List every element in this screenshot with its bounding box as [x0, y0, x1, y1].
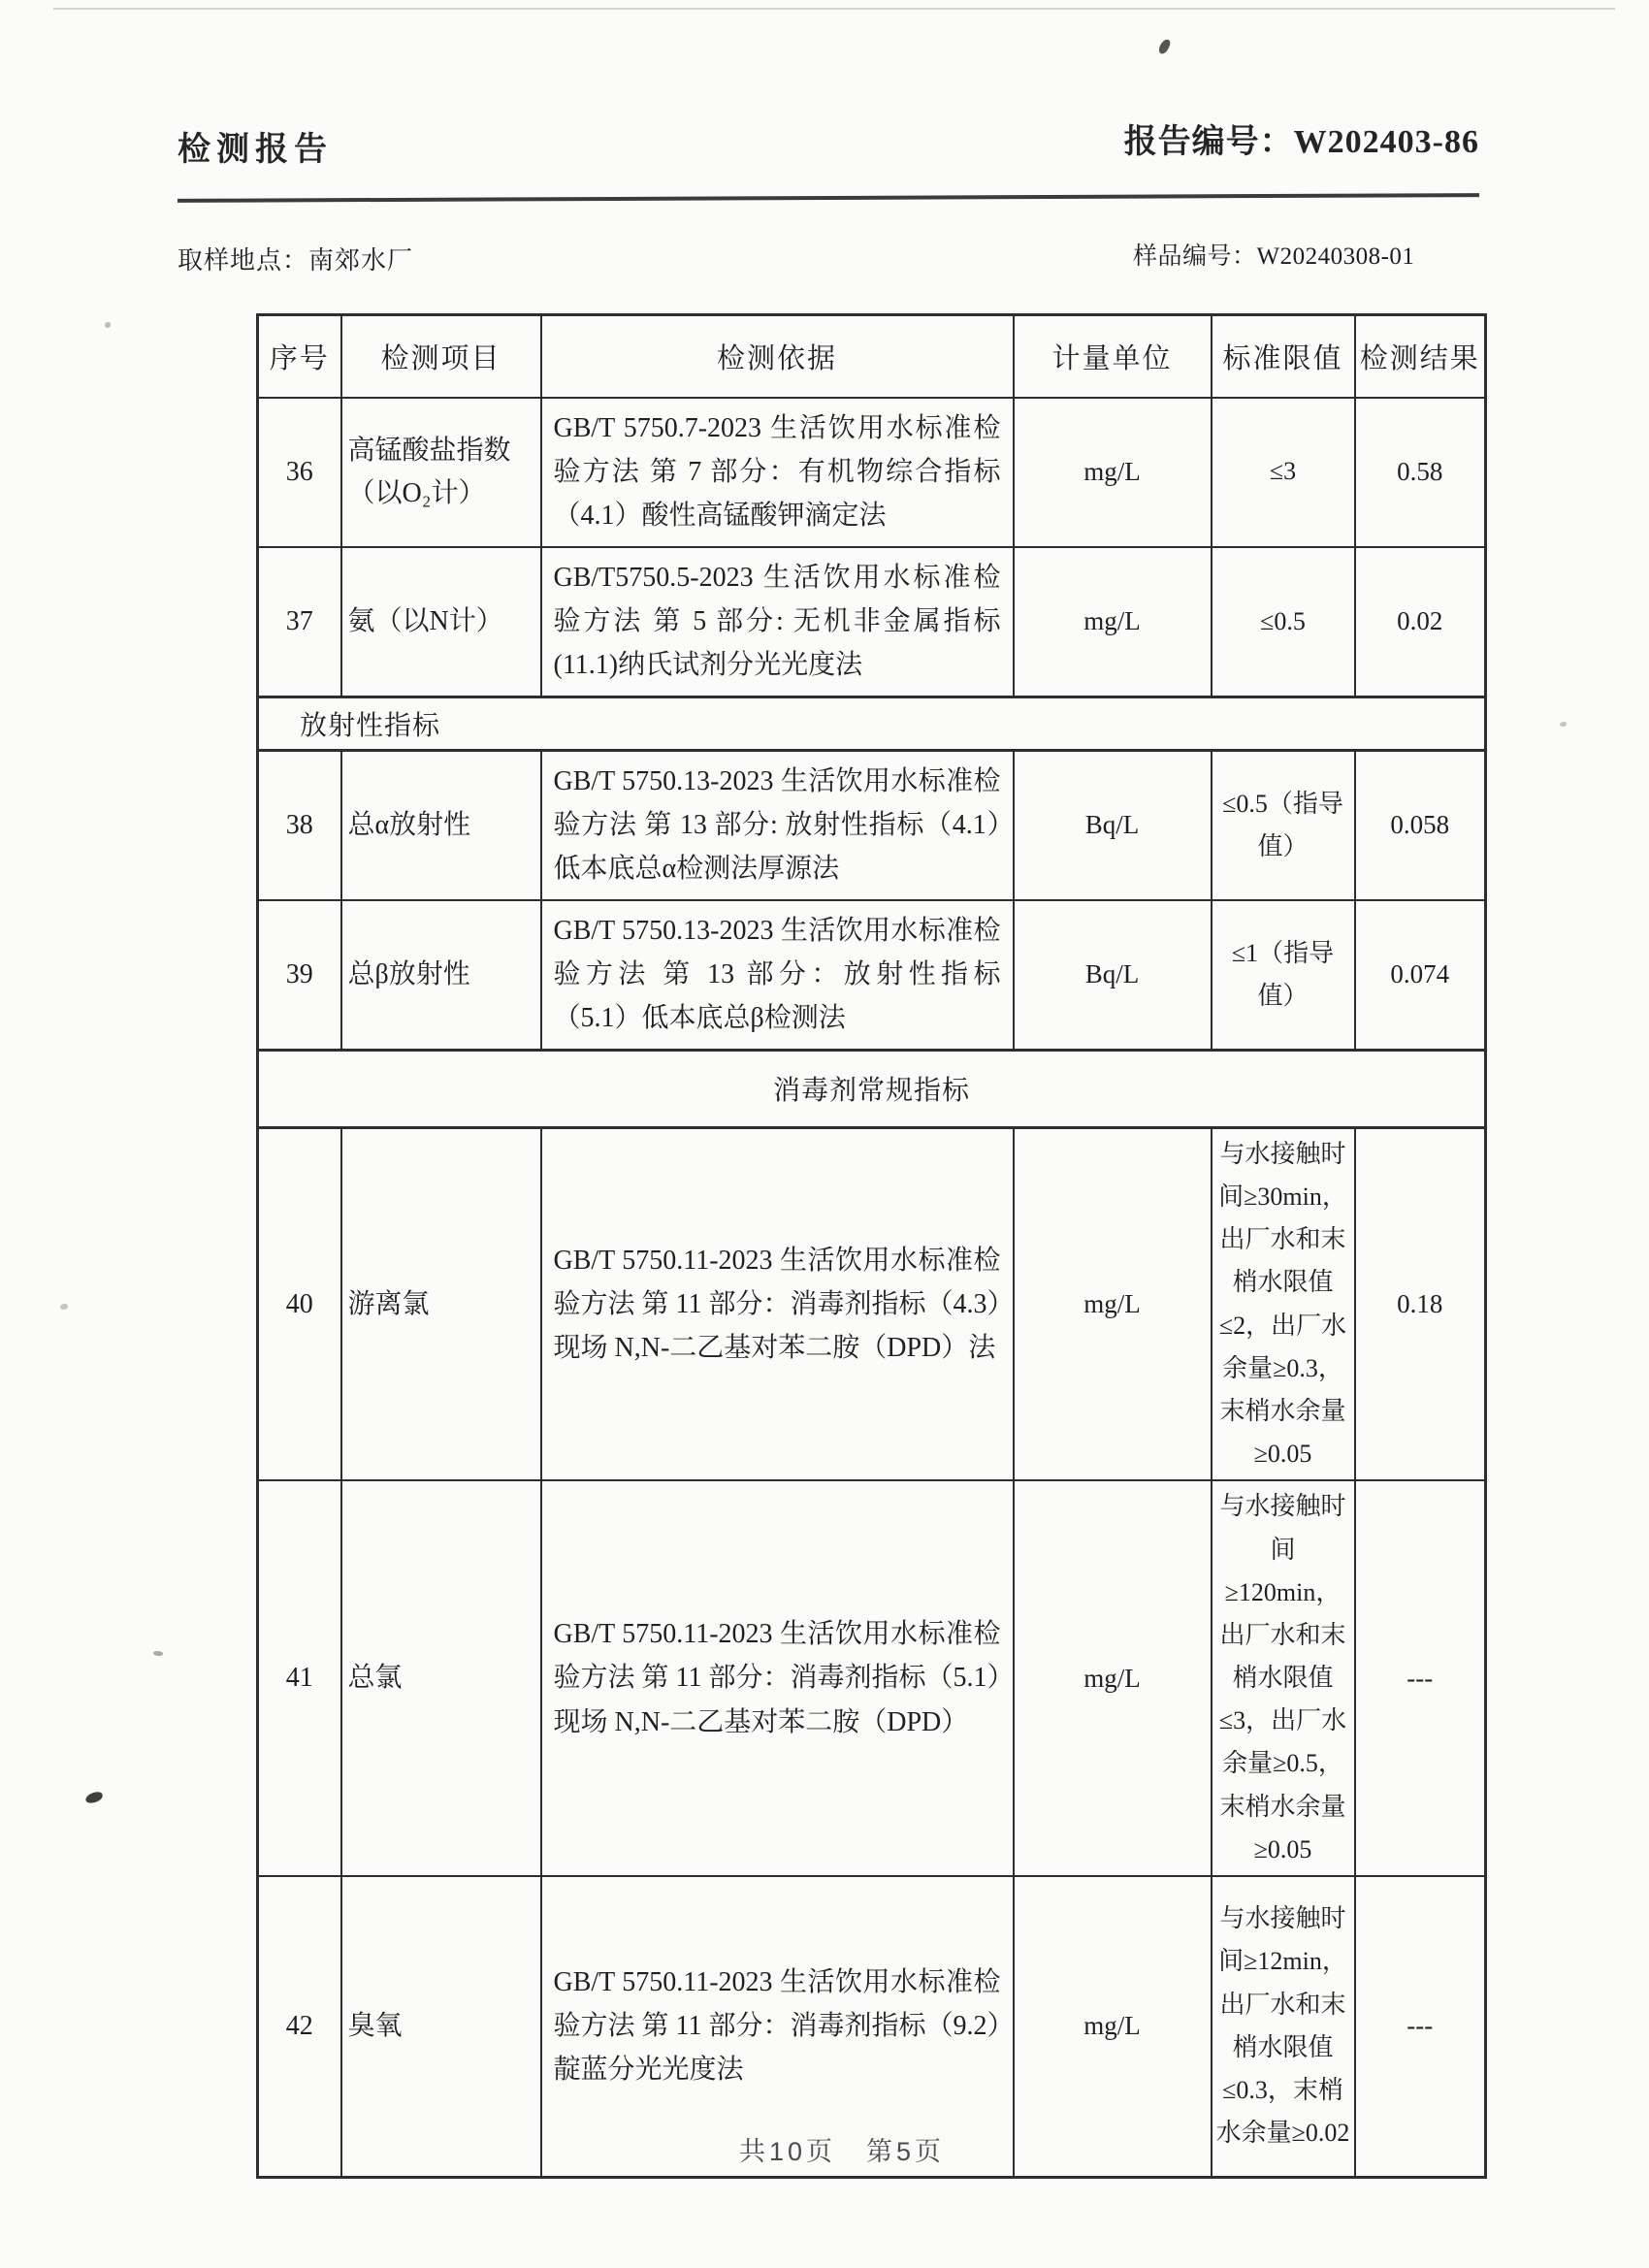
cell-unit: mg/L: [1014, 1480, 1212, 1876]
cell-method: GB/T 5750.13-2023 生活饮用水标准检验方法 第 13 部分: 放射性指标（4.1）低本底总α检测法厚源法: [541, 750, 1014, 900]
sampling-site-value: 南郊水厂: [308, 246, 414, 275]
column-header-item: 检测项目: [341, 315, 541, 398]
scan-speck: [1157, 38, 1172, 55]
sample-number-label: 样品编号：: [1133, 243, 1257, 270]
cell-method: GB/T 5750.11-2023 生活饮用水标准检验方法 第 11 部分：消毒剂指标（9.2）靛蓝分光光度法: [541, 1876, 1014, 2177]
cell-unit: mg/L: [1014, 398, 1212, 547]
scan-speck: [60, 1304, 68, 1310]
results-table: [256, 313, 1487, 2179]
cell-seq: 38: [258, 750, 341, 900]
document-title: 检测报告: [178, 132, 333, 168]
cell-seq: 41: [258, 1480, 341, 1876]
scan-speck: [1560, 722, 1567, 727]
table-row-38: [258, 750, 1486, 900]
page-footer-pagination: 共10页 第5页: [738, 2137, 946, 2166]
section-row-radioactivity: [258, 697, 1486, 750]
cell-item: 总氯: [341, 1480, 541, 1876]
cell-result: 0.074: [1355, 900, 1486, 1051]
cell-limit: ≤0.5: [1212, 547, 1355, 697]
cell-limit: ≤0.5（指导值）: [1212, 750, 1355, 900]
table-row-40: [258, 1127, 1486, 1480]
sample-number-value: W20240308-01: [1256, 243, 1415, 270]
scan-speck: [105, 322, 111, 328]
sampling-site-label: 取样地点：: [178, 246, 309, 275]
cell-result: ---: [1355, 1876, 1486, 2177]
cell-unit: mg/L: [1014, 547, 1212, 697]
column-header-method: 检测依据: [541, 315, 1014, 398]
table-row-41: [258, 1480, 1486, 1876]
cell-result: 0.02: [1355, 547, 1486, 697]
header-divider: [178, 193, 1479, 203]
cell-result: 0.058: [1355, 750, 1486, 900]
cell-seq: 36: [258, 398, 341, 547]
scan-speck: [153, 1650, 164, 1657]
cell-method: GB/T 5750.11-2023 生活饮用水标准检验方法 第 11 部分：消毒剂指标（4.3）现场 N,N-二乙基对苯二胺（DPD）法: [541, 1127, 1014, 1480]
cell-result: 0.18: [1355, 1127, 1486, 1480]
cell-seq: 39: [258, 900, 341, 1051]
cell-unit: mg/L: [1014, 1876, 1212, 2177]
cell-method: GB/T 5750.11-2023 生活饮用水标准检验方法 第 11 部分：消毒剂指标（5.1）现场 N,N-二乙基对苯二胺（DPD）: [541, 1480, 1014, 1876]
cell-limit: ≤1（指导值）: [1212, 900, 1355, 1051]
scan-artifact-line: [53, 8, 1615, 10]
cell-result: 0.58: [1355, 398, 1486, 547]
table-row-37: [258, 547, 1486, 697]
column-header-seq: 序号: [258, 315, 341, 398]
sampling-site-line: [178, 241, 413, 276]
cell-limit: 与水接触时间≥12min，出厂水和末梢水限值≤0.3，末梢水余量≥0.02: [1212, 1876, 1355, 2177]
cell-item: 总β放射性: [341, 900, 541, 1051]
report-number-value: W202403-86: [1293, 124, 1479, 160]
cell-item: 臭氧: [341, 1876, 541, 2177]
column-header-unit: 计量单位: [1014, 315, 1212, 398]
cell-method: GB/T 5750.13-2023 生活饮用水标准检验方法 第 13 部分：放射性指标（5.1）低本底总β检测法: [541, 900, 1014, 1051]
cell-method: GB/T 5750.7-2023 生活饮用水标准检验方法 第 7 部分：有机物综合指标（4.1）酸性高锰酸钾滴定法: [541, 398, 1014, 547]
sample-number-line: [1133, 237, 1414, 272]
cell-item: 高锰酸盐指数（以O₂计）: [341, 398, 541, 547]
cell-result: ---: [1355, 1480, 1486, 1876]
cell-seq: 42: [258, 1876, 341, 2177]
cell-seq: 37: [258, 547, 341, 697]
cell-item: 游离氯: [341, 1127, 541, 1480]
report-number-label: 报告编号：: [1123, 124, 1294, 160]
column-header-result: 检测结果: [1355, 315, 1486, 398]
column-header-limit: 标准限值: [1212, 315, 1355, 398]
cell-item: 氨（以N计）: [341, 547, 541, 697]
cell-unit: mg/L: [1014, 1127, 1212, 1480]
table-row-36: [258, 398, 1486, 547]
table-row-39: [258, 900, 1486, 1051]
cell-method: GB/T5750.5-2023 生活饮用水标准检验方法 第 5 部分: 无机非金属指标(11.1)纳氏试剂分光光度法: [541, 547, 1014, 697]
section-label: 消毒剂常规指标: [258, 1050, 1486, 1127]
cell-limit: ≤3: [1212, 398, 1355, 547]
cell-item: 总α放射性: [341, 750, 541, 900]
scan-speck: [84, 1791, 104, 1804]
cell-seq: 40: [258, 1127, 341, 1480]
report-number-line: [1124, 114, 1479, 162]
section-label: 放射性指标: [258, 697, 1486, 750]
table-header-row: [258, 315, 1486, 398]
cell-limit: 与水接触时间≥120min，出厂水和末梢水限值≤3，出厂水余量≥0.5，末梢水余量≥0.05: [1212, 1480, 1355, 1876]
cell-unit: Bq/L: [1014, 750, 1212, 900]
cell-unit: Bq/L: [1014, 900, 1212, 1051]
cell-limit: 与水接触时间≥30min，出厂水和末梢水限值≤2，出厂水余量≥0.3，末梢水余量≥0.05: [1212, 1127, 1355, 1480]
section-row-disinfectant: [258, 1050, 1486, 1127]
